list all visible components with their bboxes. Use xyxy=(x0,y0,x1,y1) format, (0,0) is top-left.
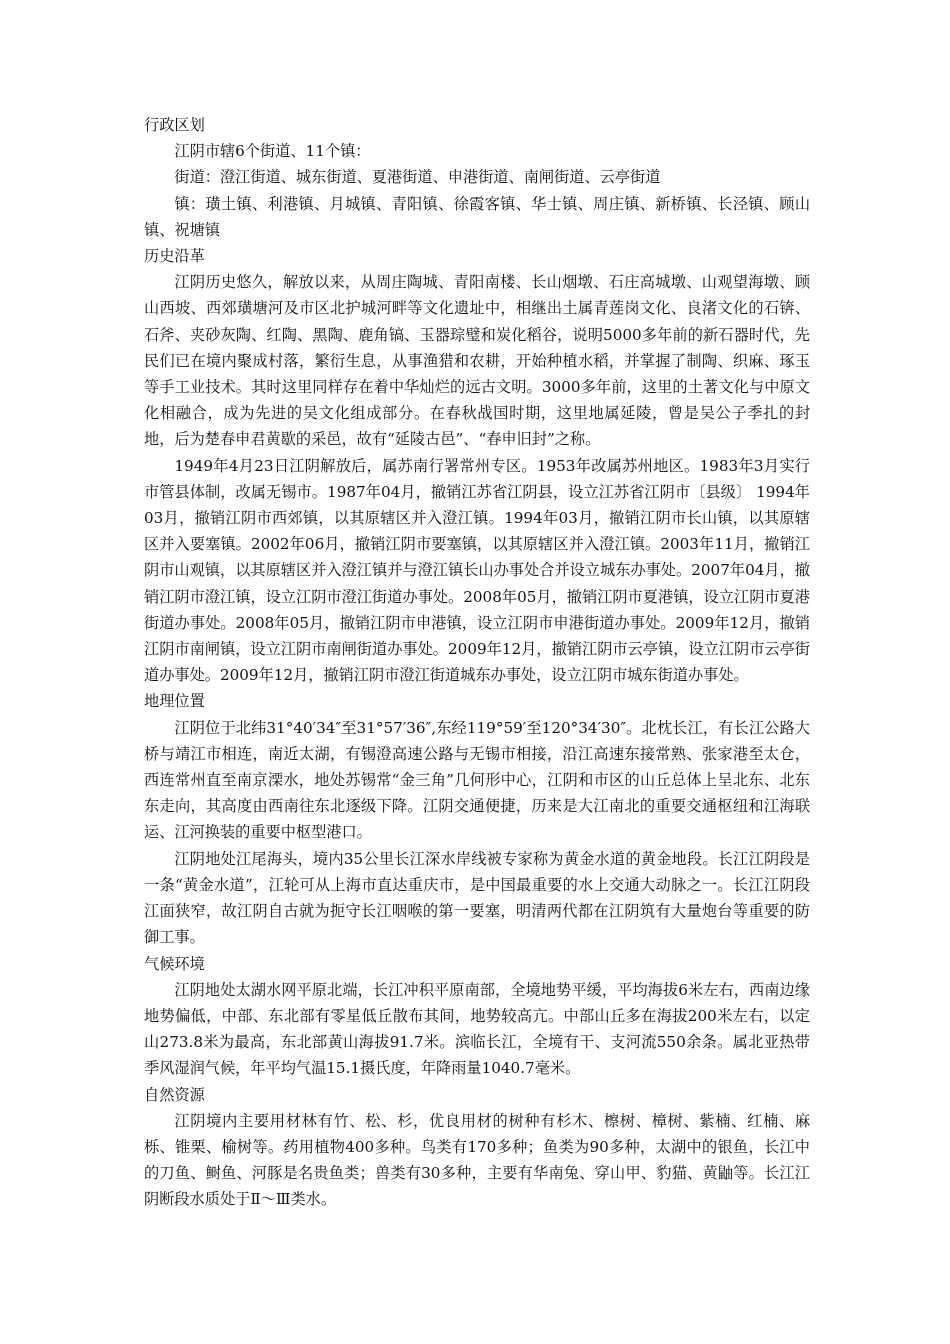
paragraph: 江阴历史悠久，解放以来，从周庄陶城、青阳南楼、长山烟墩、石庄高城墩、山观望海墩、顾山西坡、西郊璜塘河及市区北护城河畔等文化遗址中，相继出土属青莲岗文化、良渚文化的石锛、石斧、夹砂灰陶、红陶、黑陶、鹿角镐、玉器琮璧和炭化稻谷，说明5000多年前的新石器时代，先民们已在境内聚成村落，繁衍生息，从事渔猎和农耕，开始种植水稻，并掌握了制陶、织麻、琢玉等手工业技术。其时这里同样存在着中华灿烂的远古文明。3000多年前，这里的土著文化与中原文化相融合，成为先进的吴文化组成部分。在春秋战国时期，这里地属延陵，曾是吴公子季扎的封地，后为楚春申君黄歇的采邑，故有“延陵古邑”、“春申旧封”之称。 xyxy=(144,273,810,449)
paragraph: 江阴市辖6个街道、11个镇： xyxy=(174,142,371,161)
section-climate xyxy=(144,951,810,1082)
section-natural-resources xyxy=(144,1082,810,1213)
section-heading: 自然资源 xyxy=(144,1085,205,1104)
section-heading: 气候环境 xyxy=(144,954,205,973)
paragraph: 镇：璜土镇、利港镇、月城镇、青阳镇、徐霞客镇、华士镇、周庄镇、新桥镇、长泾镇、顾山镇、祝塘镇 xyxy=(144,194,810,239)
section-geography xyxy=(144,688,810,950)
paragraph: 江阴地处太湖水网平原北端，长江冲积平原南部，全境地势平缓，平均海拔6米左右，西南边缘地势偏低，中部、东北部有零星低丘散布其间，地势较高亢。中部山丘多在海拔200米左右，以定山273.8米为最高，东北部黄山海拔91.7米。滨临长江，全境有干、支河流550余条。属北亚热带季风湿润气候，年平均气温15.1摄氏度，年降雨量1040.7毫米。 xyxy=(144,980,810,1078)
section-heading: 历史沿革 xyxy=(144,247,205,266)
section-heading: 行政区划 xyxy=(144,116,205,134)
section-history xyxy=(144,243,810,688)
paragraph: 街道：澄江街道、城东街道、夏港街道、申港街道、南闸街道、云亭街道 xyxy=(174,168,661,187)
paragraph: 江阴地处江尾海头，境内35公里长江深水岸线被专家称为黄金水道的黄金地段。长江江阴段是一条“黄金水道”，江轮可从上海市直达重庆市，是中国最重要的水上交通大动脉之一。长江江阴段江面狭窄，故江阴自古就为扼守长江咽喉的第一要塞，明清两代都在江阴筑有大量炮台等重要的防御工事。 xyxy=(144,849,810,947)
section-admin-divisions xyxy=(144,112,810,243)
paragraph: 江阴境内主要用材林有竹、松、杉，优良用材的树种有杉木、檫树、樟树、紫楠、红楠、麻栎、锥栗、榆树等。药用植物400多种。鸟类有170多种；鱼类为90多种，太湖中的银鱼，长江中的刀鱼、鲥鱼、河豚是名贵鱼类；兽类有30多种，主要有华南兔、穿山甲、豹猫、黄鼬等。长江江阴断段水质处于Ⅱ～Ⅲ类水。 xyxy=(144,1111,810,1209)
document-body xyxy=(144,112,810,1213)
section-heading: 地理位置 xyxy=(144,692,205,711)
paragraph: 1949年4月23日江阴解放后，属苏南行署常州专区。1953年改属苏州地区。1983年3月实行市管县体制，改属无锡市。1987年04月，撤销江苏省江阴县，设立江苏省江阴市〔县级〕 1994年03月，撤销江阴市西郊镇，以其原辖区并入澄江镇。1994年03月，撤销江阴市长山镇，以其原辖区并入要塞镇。2002年06月，撤销江阴市要塞镇，以其原辖区并入澄江镇。2003年11月，撤销江阴市山观镇，以其原辖区并入澄江镇并与澄江镇长山办事处合并设立城东办事处。2007年04月，撤销江阴市澄江镇，设立江阴市澄江街道办事处。2008年05月，撤销江阴市夏港镇，设立江阴市夏港街道办事处。2008年05月，撤销江阴市申港镇，设立江阴市申港街道办事处。2009年12月，撤销江阴市南闸镇，设立江阴市南闸街道办事处。2009年12月，撤销江阴市云亭镇，设立江阴市云亭街道办事处。2009年12月，撤销江阴市澄江街道城东办事处，设立江阴市城东街道办事处。 xyxy=(144,456,810,685)
paragraph: 江阴位于北纬31°40′34″至31°57′36″,东经119°59′至120°34′30″。北枕长江，有长江公路大桥与靖江市相连，南近太湖，有锡澄高速公路与无锡市相接，沿江高速东接常熟、张家港至太仓，西连常州直至南京溧水，地处苏锡常“金三角”几何形中心，江阴和市区的山丘总体上呈北东、北东东走向，其高度由西南往东北逐级下降。江阴交通便捷，历来是大江南北的重要交通枢纽和江海联运、江河换装的重要中枢型港口。 xyxy=(144,718,810,842)
